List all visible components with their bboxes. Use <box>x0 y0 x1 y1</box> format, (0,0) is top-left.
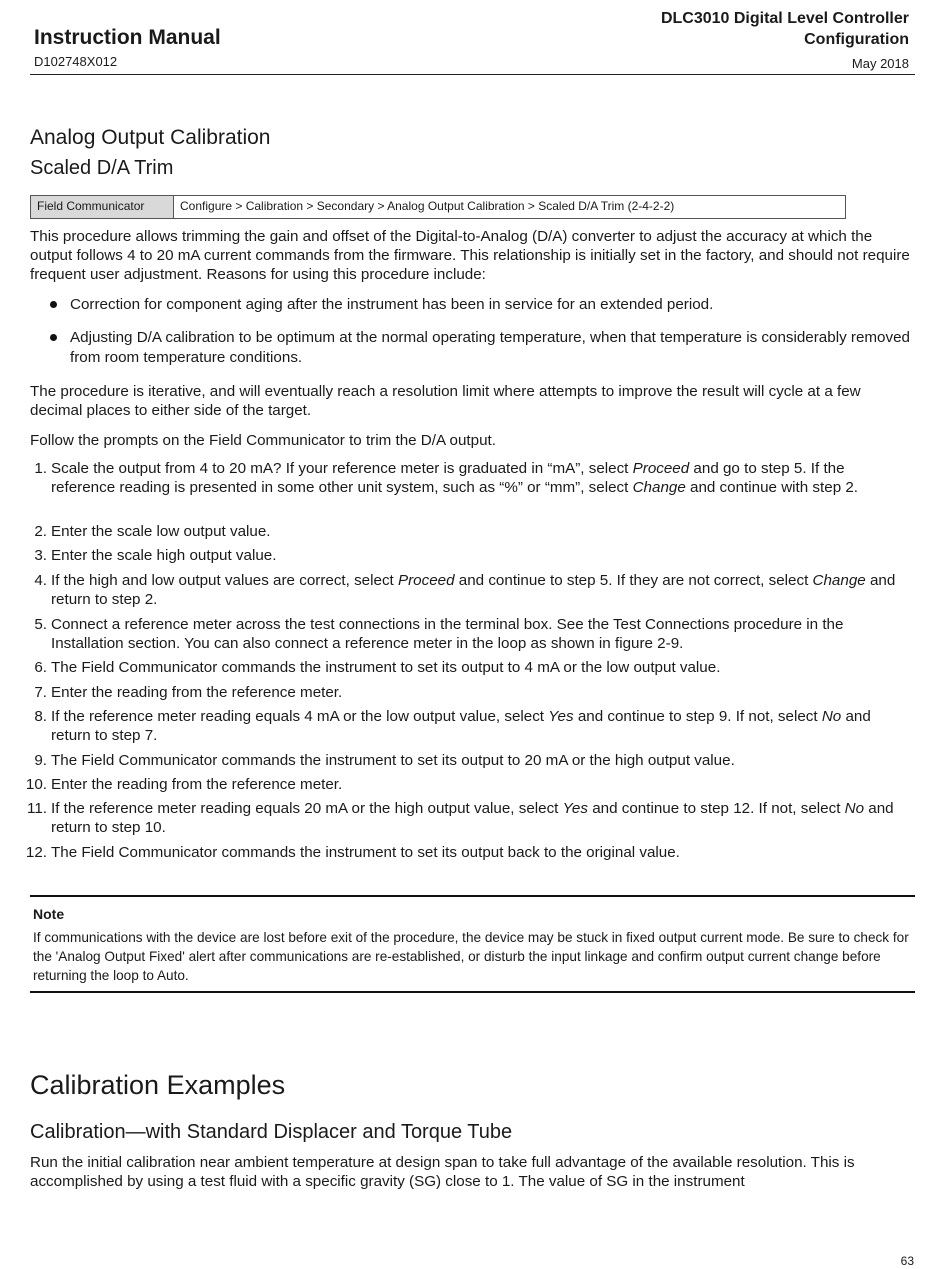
header-divider <box>30 74 915 75</box>
note-bottom-rule <box>30 991 915 993</box>
step-number: 2. <box>34 523 47 540</box>
manual-title: Instruction Manual <box>34 26 221 49</box>
chapter-name: Configuration <box>804 31 909 48</box>
section-title: Analog Output Calibration <box>30 126 271 149</box>
bullet-dot <box>50 301 57 308</box>
header-right <box>661 8 909 74</box>
step-number: 1. <box>34 460 47 477</box>
step-number: 9. <box>34 752 47 769</box>
step-text: If the reference meter reading equals 20 mA or the high output value, select Yes and continue to step 12. If not, select No and return to step 10. <box>51 800 894 836</box>
menu-path-table <box>30 195 846 219</box>
step-number: 5. <box>34 616 47 633</box>
step-text: Scale the output from 4 to 20 mA? If your reference meter is graduated in “mA”, select Proceed and go to step 5. If the reference reading is presented in some other unit system, such as “%” or “mm”, select Change and continue with step 2. <box>51 460 859 496</box>
step-number: 6. <box>34 659 47 676</box>
iterative-paragraph: The procedure is iterative, and will eventually reach a resolution limit where attempts to improve the result will cycle at a few decimal places to either side of the target. <box>30 383 861 419</box>
step-text: The Field Communicator commands the instrument to set its output back to the original value. <box>51 844 680 861</box>
step-text: The Field Communicator commands the instrument to set its output to 4 mA or the low output value. <box>51 659 721 676</box>
bullet-text: Adjusting D/A calibration to be optimum at the normal operating temperature, when that temperature is considerably removed from room temperature conditions. <box>70 329 910 366</box>
note-body: If communications with the device are lost before exit of the procedure, the device may be stuck in fixed output current mode. Be sure to check for the 'Analog Output Fixed' alert after communications are re-established, or disturb the input linkage and confirm output current change before returning the loop to Auto. <box>33 930 909 983</box>
step-text: Enter the scale high output value. <box>51 547 277 564</box>
step-text: Enter the scale low output value. <box>51 523 271 540</box>
page-number: 63 <box>900 1254 914 1268</box>
note-title: Note <box>33 906 65 922</box>
step-text: Enter the reading from the reference meter. <box>51 776 343 793</box>
follow-paragraph: Follow the prompts on the Field Communicator to trim the D/A output. <box>30 432 496 449</box>
note-top-rule <box>30 895 915 897</box>
examples-title: Calibration Examples <box>30 1070 286 1100</box>
section-subtitle: Scaled D/A Trim <box>30 157 174 179</box>
examples-paragraph: Run the initial calibration near ambient temperature at design span to take full advantage of the available resolution. This is accomplished by using a test fluid with a specific gravity (SG) close to 1. The value of SG in the instrument <box>30 1154 855 1190</box>
menu-path-value: Configure > Calibration > Secondary > Analog Output Calibration > Scaled D/A Trim (2-4-2-2) <box>180 199 675 213</box>
step-number: 11. <box>27 800 47 817</box>
menu-path-label: Field Communicator <box>31 196 174 218</box>
examples-subtitle: Calibration—with Standard Displacer and Torque Tube <box>30 1121 513 1143</box>
step-number: 3. <box>34 547 47 564</box>
publication-date: May 2018 <box>851 56 909 71</box>
step-text: Connect a reference meter across the test connections in the terminal box. See the Test Connections procedure in the Installation section. You can also connect a reference meter in the loop as shown in figure 2-9. <box>51 616 844 652</box>
product-name: DLC3010 Digital Level Controller <box>660 10 909 27</box>
intro-paragraph: This procedure allows trimming the gain and offset of the Digital-to-Analog (D/A) converter to adjust the accuracy at which the output follows 4 to 20 mA current commands from the firmware. This relationship is initially set in the factory, and should not require frequent user adjustment. Reasons for using this procedure include: <box>30 228 910 283</box>
bullet-dot <box>50 334 57 341</box>
step-number: 10. <box>25 776 47 793</box>
step-number: 4. <box>34 572 47 589</box>
step-text: The Field Communicator commands the instrument to set its output to 20 mA or the high output value. <box>51 752 735 769</box>
step-number: 7. <box>34 684 47 701</box>
step-text: If the high and low output values are correct, select Proceed and continue to step 5. If they are not correct, select Change and return to step 2. <box>51 572 896 608</box>
step-number: 12. <box>25 844 47 861</box>
step-text: Enter the reading from the reference meter. <box>51 684 343 701</box>
step-text: If the reference meter reading equals 4 mA or the low output value, select Yes and continue to step 9. If not, select No and return to step 7. <box>51 708 871 744</box>
document-number: D102748X012 <box>34 54 118 69</box>
step-number: 8. <box>34 708 47 725</box>
bullet-text: Correction for component aging after the instrument has been in service for an extended period. <box>70 296 714 313</box>
